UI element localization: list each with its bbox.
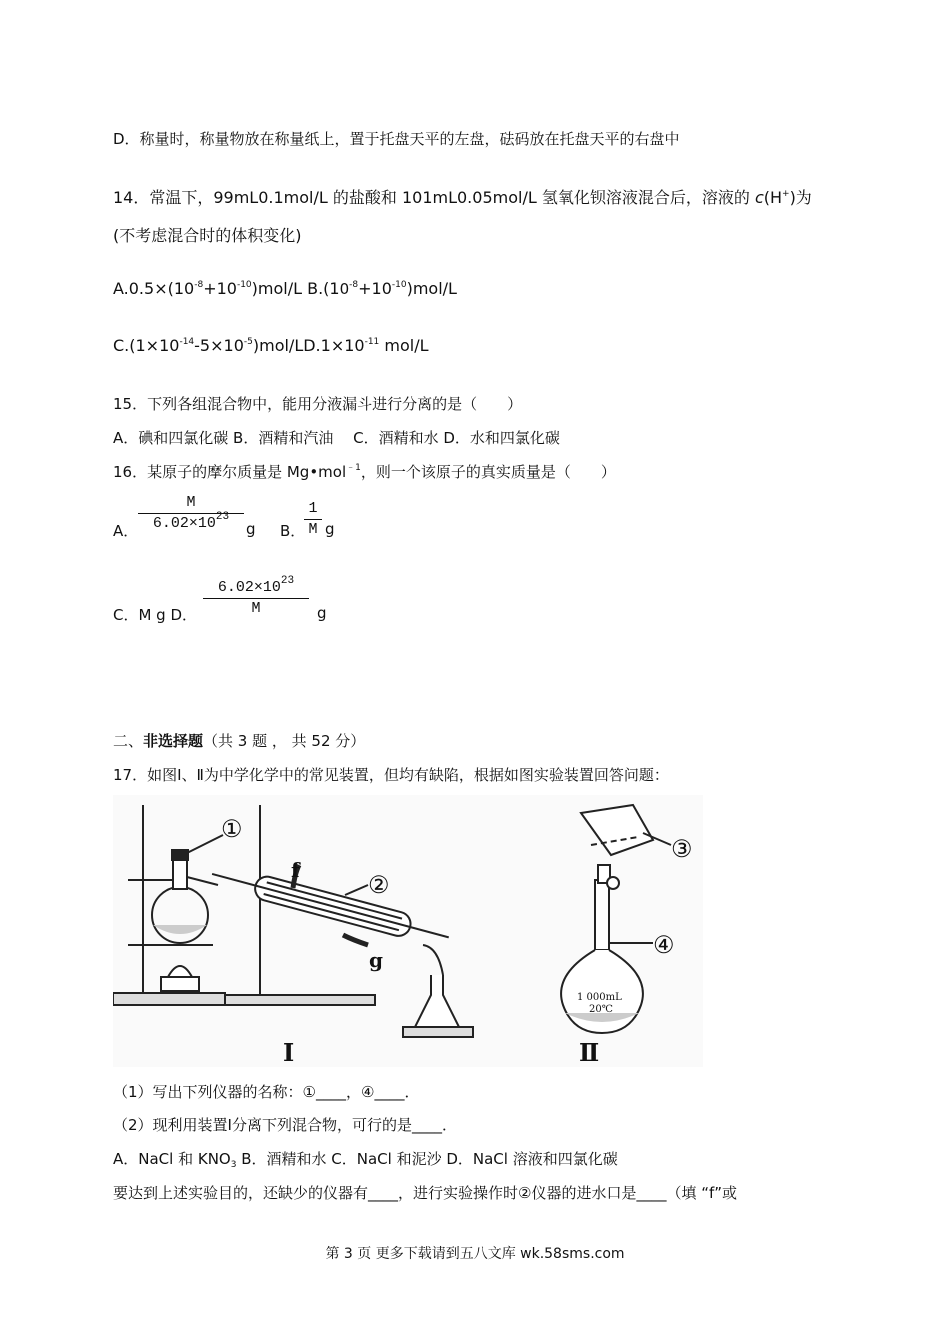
q14-a-exp2: -10: [236, 280, 252, 290]
section2-num: 二、: [113, 732, 144, 750]
q16-a-fraction: [138, 493, 244, 534]
q14-h: (H: [763, 188, 783, 207]
q14-stem2: (不考虑混合时的体积变化): [113, 226, 302, 245]
label-4: ④: [653, 931, 675, 959]
page-footer: 第 3 页 更多下载请到五八文库 wk.58sms.com: [325, 1246, 625, 1262]
q14-c-exp3: -11: [364, 337, 380, 347]
q14-a3: )mol/L B.(1: [251, 279, 340, 298]
q16-stem-exp: ﹣1: [346, 463, 361, 473]
q15-stem: 15．下列各组混合物中，能用分液漏斗进行分离的是（ ）: [113, 395, 523, 413]
q16-d-denominator: M: [251, 600, 261, 617]
q14-a2: +10: [203, 279, 237, 298]
section2-name: 非选择题: [143, 732, 204, 750]
q14-stem-text: 14．常温下，99mL0.1mol/L 的盐酸和 101mL0.05mol/L 氢氧化钡溶液混合后，溶液的: [113, 188, 755, 207]
q16-d-fraction: [203, 575, 309, 619]
q14-c2: -5×10: [194, 336, 244, 355]
q14-plus: +: [782, 189, 790, 199]
q14-c4: mol/L: [379, 336, 429, 355]
q16-d-unit: g: [317, 604, 327, 622]
q14-a-exp4: -10: [391, 280, 407, 290]
q16-stem-a: 16．某原子的摩尔质量是 Mg•mol: [113, 463, 347, 481]
q14-a4: 0: [339, 280, 350, 298]
q17-sub3: 要达到上述实验目的，还缺少的仪器有____，进行实验操作时②仪器的进水口是____（填 “f”或: [113, 1184, 738, 1202]
q14-c: c: [754, 188, 764, 207]
q14-end: )为: [789, 188, 812, 207]
q16-a-denominator: $6.02\times 10^{23}$: [152, 511, 230, 532]
q16-a-label: A．: [113, 522, 139, 540]
section2-title: [113, 730, 365, 751]
q16-b-unit: g: [325, 520, 335, 538]
q16-a-unit: g: [246, 520, 256, 538]
q14-options-cd: [113, 336, 429, 355]
q17-opt-sub: 3: [230, 1160, 237, 1170]
q17-sub2: （2）现利用装置Ⅰ分离下列混合物，可行的是____．: [113, 1116, 457, 1134]
q14-a5: +10: [358, 279, 392, 298]
q17-sub1: （1）写出下列仪器的名称：①____，④____．: [113, 1083, 420, 1101]
flask-volume-text: 1 000mL: [577, 992, 622, 1003]
q14-c-exp2: -5: [243, 337, 253, 347]
q14-c1: C.(1×10: [113, 336, 180, 355]
q17-figure: [113, 795, 703, 1071]
label-2: ②: [368, 871, 390, 899]
q16-b-label: B．: [280, 522, 306, 540]
q14-c3: )mol/LD.1×10: [252, 336, 365, 355]
q13-option-d: D．称量时，称量物放在称量纸上，置于托盘天平的左盘，砝码放在托盘天平的右盘中: [113, 130, 680, 148]
q17-stem: 17．如图Ⅰ、Ⅱ为中学化学中的常见装置，但均有缺陷，根据如图实验装置回答问题：: [113, 766, 669, 784]
label-g: g: [369, 948, 383, 972]
label-1: ①: [221, 815, 243, 843]
q16-stem: [113, 461, 616, 482]
q16-a-numerator: M: [186, 494, 196, 511]
section2-info: （共 3 题 ， 共 52 分）: [203, 732, 366, 750]
q14-a-exp1: -8: [194, 280, 204, 290]
q15-options: A．碘和四氯化碳 B．酒精和汽油 C．酒精和水 D．水和四氯化碳: [113, 429, 560, 447]
q14-c-exp1: -14: [179, 337, 195, 347]
q17-options: [113, 1148, 618, 1169]
roman-1: Ⅰ: [283, 1038, 295, 1067]
q16-b-denominator: M: [308, 521, 318, 538]
flask-temp-text: 20℃: [589, 1004, 613, 1015]
q14-options-ab: [113, 279, 457, 298]
q17-opt-b: B．酒精和水 C．NaCl 和泥沙 D．NaCl 溶液和四氯化碳: [236, 1150, 618, 1168]
q16-cd-label: C．M g D．: [113, 606, 198, 624]
label-f: f: [291, 858, 300, 882]
q17-opt-a: A．NaCl 和 KNO: [113, 1150, 231, 1168]
q16-stem-b: ，则一个该原子的真实质量是（ ）: [360, 463, 616, 481]
roman-2: Ⅱ: [579, 1038, 600, 1067]
q14-a-exp3: -8: [349, 280, 359, 290]
q14-a1: A.0.5×(10: [113, 279, 195, 298]
q16-b-fraction: [304, 499, 322, 540]
apparatus-diagram: [113, 795, 703, 1067]
label-3: ③: [671, 835, 693, 863]
q14-stem: [113, 185, 812, 208]
q16-d-numerator: $6.02\times 10^{23}$: [217, 575, 295, 596]
q14-a6: )mol/L: [406, 279, 457, 298]
q16-b-numerator: 1: [308, 500, 318, 517]
